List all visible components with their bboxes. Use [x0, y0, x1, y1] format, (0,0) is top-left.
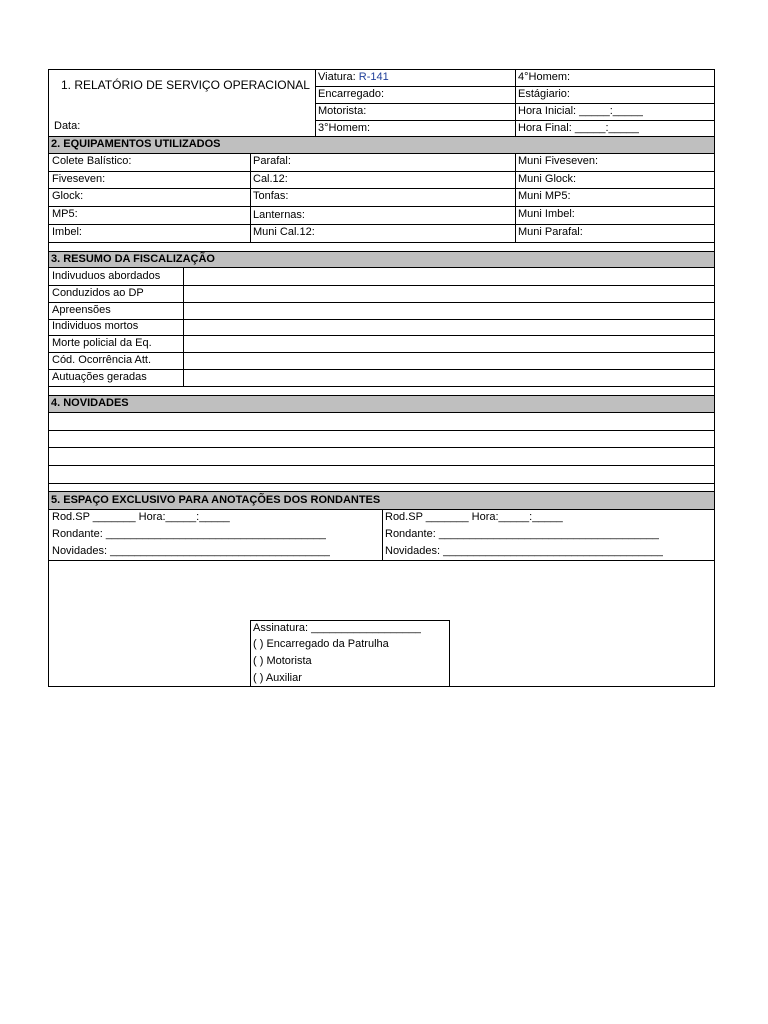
- rondante-right-nome[interactable]: Rondante: ____________________________________: [385, 528, 660, 540]
- viatura-value[interactable]: R-141: [358, 71, 389, 83]
- resumo-mortos[interactable]: Individuos mortos: [52, 320, 139, 332]
- equip-muni-parafal[interactable]: Muni Parafal:: [518, 226, 583, 238]
- equip-muni-cal12[interactable]: Muni Cal.12:: [253, 226, 315, 238]
- equip-tonfas[interactable]: Tonfas:: [253, 190, 289, 202]
- option-auxiliar[interactable]: ( ) Auxiliar: [253, 672, 302, 684]
- equip-muni-fiveseven[interactable]: Muni Fiveseven:: [518, 155, 599, 167]
- resumo-conduzidos[interactable]: Conduzidos ao DP: [52, 287, 144, 299]
- equip-lanternas[interactable]: Lanternas:: [253, 209, 305, 221]
- data-label: Data:: [54, 120, 81, 132]
- equip-glock[interactable]: Glock:: [52, 190, 84, 202]
- rondante-left-novidades[interactable]: Novidades: ____________________________________: [52, 545, 331, 557]
- section-resumo-header: 3. RESUMO DA FISCALIZAÇÃO: [49, 251, 714, 268]
- estagiario-field[interactable]: Estágiario:: [518, 88, 570, 100]
- report-form: [48, 69, 715, 687]
- report-title: 1. RELATÓRIO DE SERVIÇO OPERACIONAL: [61, 78, 310, 92]
- resumo-autuacoes[interactable]: Autuações geradas: [52, 371, 147, 383]
- quarto-homem-field[interactable]: 4°Homem:: [518, 71, 571, 83]
- equip-fiveseven[interactable]: Fiveseven:: [52, 173, 106, 185]
- signature-box: [250, 620, 450, 687]
- motorista-field[interactable]: Motorista:: [318, 105, 367, 117]
- section-rondantes-header: 5. ESPAÇO EXCLUSIVO PARA ANOTAÇÕES DOS RONDANTES: [49, 491, 714, 510]
- equip-colete[interactable]: Colete Balístico:: [52, 155, 132, 167]
- hora-inicial-field[interactable]: Hora Inicial: _____:_____: [518, 105, 644, 117]
- resumo-morte-policial[interactable]: Morte policial da Eq.: [52, 337, 152, 349]
- viatura-field[interactable]: [316, 70, 389, 85]
- rondante-left-nome[interactable]: Rondante: ____________________________________: [52, 528, 327, 540]
- equip-mp5[interactable]: MP5:: [52, 208, 78, 220]
- equip-muni-glock[interactable]: Muni Glock:: [518, 173, 577, 185]
- equip-cal12[interactable]: Cal.12:: [253, 173, 288, 185]
- novidades-area[interactable]: [49, 413, 714, 491]
- section-novidades-header: 4. NOVIDADES: [49, 395, 714, 413]
- terceiro-homem-field[interactable]: 3°Homem:: [318, 122, 371, 134]
- rondante-left-rod-hora[interactable]: Rod.SP _______ Hora:_____:_____: [52, 511, 230, 523]
- assinatura-line[interactable]: Assinatura: __________________: [253, 622, 422, 634]
- encarregado-field[interactable]: Encarregado:: [318, 88, 385, 100]
- viatura-label: Viatura:: [318, 71, 356, 83]
- equip-muni-imbel[interactable]: Muni Imbel:: [518, 208, 575, 220]
- equip-muni-mp5[interactable]: Muni MP5:: [518, 190, 571, 202]
- resumo-abordados[interactable]: Indivuduos abordados: [52, 270, 161, 282]
- resumo-apreensoes[interactable]: Apreensões: [52, 304, 111, 316]
- equip-imbel[interactable]: Imbel:: [52, 226, 82, 238]
- resumo-codigo-ocorrencia[interactable]: Cód. Ocorrência Att.: [52, 354, 152, 366]
- option-motorista[interactable]: ( ) Motorista: [253, 655, 312, 667]
- option-encarregado[interactable]: ( ) Encarregado da Patrulha: [253, 638, 389, 650]
- hora-final-field[interactable]: Hora Final: _____:_____: [518, 122, 640, 134]
- section-equipamentos-header: 2. EQUIPAMENTOS UTILIZADOS: [49, 136, 714, 154]
- rondante-right-rod-hora[interactable]: Rod.SP _______ Hora:_____:_____: [385, 511, 563, 523]
- equip-parafal[interactable]: Parafal:: [253, 155, 291, 167]
- rondante-right-novidades[interactable]: Novidades: ____________________________________: [385, 545, 664, 557]
